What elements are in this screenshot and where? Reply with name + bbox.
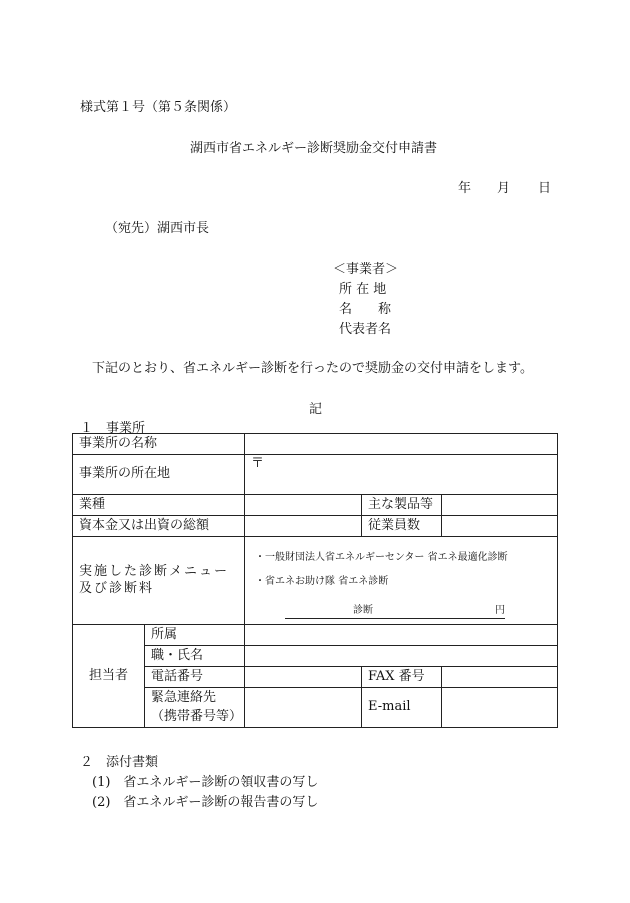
employees-label: 従業員数: [362, 516, 442, 537]
employees-field[interactable]: [442, 516, 558, 537]
diagnosis-menu-label: 実施した診断メニュー及び診断料: [73, 537, 245, 625]
date-day-label: 日: [538, 181, 552, 196]
applicant-representative-label: 代表者名: [339, 322, 392, 337]
application-statement: 下記のとおり、省エネルギー診断を行ったので奨励金の交付申請をします。: [92, 361, 533, 376]
emergency-contact-field[interactable]: [245, 688, 362, 728]
email-field[interactable]: [442, 688, 558, 728]
row-industry: [73, 495, 558, 516]
title-name-field[interactable]: [245, 646, 558, 667]
row-office-name: [73, 434, 558, 455]
office-address-label: 事業所の所在地: [73, 455, 245, 495]
main-products-field[interactable]: [442, 495, 558, 516]
form-number: 様式第１号（第５条関係）: [80, 100, 237, 115]
postal-mark: 〒: [251, 456, 265, 471]
emergency-contact-line1: 緊急連絡先: [151, 689, 217, 705]
applicant-address-label: 所 在 地: [339, 282, 387, 297]
emergency-contact-label: [145, 688, 245, 728]
capital-label: 資本金又は出資の総額: [73, 516, 245, 537]
office-name-field[interactable]: [245, 434, 558, 455]
fee-yen-label: 円: [495, 605, 506, 616]
date-year-label: 年: [458, 181, 472, 196]
dept-label: 所属: [145, 625, 245, 646]
fax-label: FAX 番号: [362, 667, 442, 688]
applicant-heading: ＜事業者＞: [333, 262, 399, 277]
email-label: E-mail: [362, 688, 442, 728]
capital-field[interactable]: [245, 516, 362, 537]
row-diagnosis-menu: [73, 537, 558, 625]
phone-label: 電話番号: [145, 667, 245, 688]
office-name-label: 事業所の名称: [73, 434, 245, 455]
addressee: （宛先）湖西市長: [105, 221, 210, 236]
menu-option-otasuketai: ・省エネお助け隊 省エネ診断: [255, 576, 389, 587]
section-2-heading: ２ 添付書類: [80, 755, 159, 770]
attachment-item-2: (2) 省エネルギー診断の報告書の写し: [92, 795, 319, 810]
menu-option-energy-center: ・一般財団法人省エネルギーセンター 省エネ最適化診断: [255, 552, 508, 563]
date-month-label: 月: [497, 181, 511, 196]
row-title-name: [73, 646, 558, 667]
section-1-heading: １ 事業所: [80, 421, 146, 436]
title-name-label: 職・氏名: [145, 646, 245, 667]
fax-field[interactable]: [442, 667, 558, 688]
ki-label: 記: [309, 402, 323, 417]
emergency-contact-line2: （携帯番号等）: [151, 708, 243, 724]
row-emergency: [73, 688, 558, 728]
diagnosis-fee-line[interactable]: [285, 604, 505, 619]
document-title: 湖西市省エネルギー診断奨励金交付申請書: [190, 141, 438, 156]
contact-person-label: 担当者: [73, 625, 145, 728]
dept-field[interactable]: [245, 625, 558, 646]
row-capital: [73, 516, 558, 537]
row-office-address: [73, 455, 558, 495]
application-form-table: [72, 433, 558, 728]
industry-field[interactable]: [245, 495, 362, 516]
attachment-item-1: (1) 省エネルギー診断の領収書の写し: [92, 775, 319, 790]
row-dept: [73, 625, 558, 646]
applicant-name-label: 名 称: [339, 302, 392, 317]
office-address-field[interactable]: [245, 455, 558, 495]
diagnosis-menu-field[interactable]: [245, 537, 558, 625]
row-phone: [73, 667, 558, 688]
fee-shindan-label: 診断: [353, 605, 374, 616]
industry-label: 業種: [73, 495, 245, 516]
main-products-label: 主な製品等: [362, 495, 442, 516]
phone-field[interactable]: [245, 667, 362, 688]
